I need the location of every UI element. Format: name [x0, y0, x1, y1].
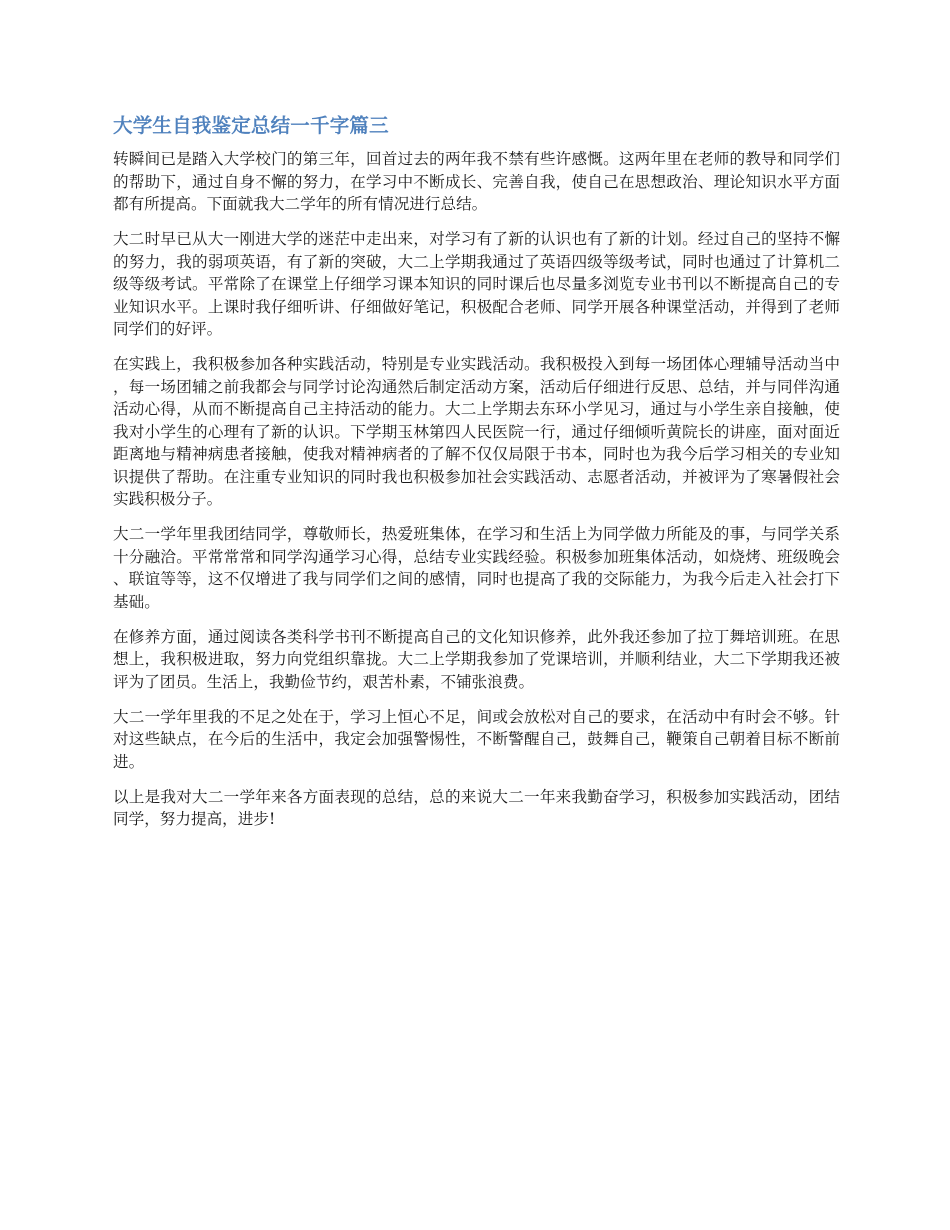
paragraph-conclusion: 以上是我对大二一学年来各方面表现的总结，总的来说大二一年来我勤奋学习，积极参加实践活动，团结同学，努力提高，进步! [113, 787, 840, 828]
paragraph-practice: 在实践上，我积极参加各种实践活动，特别是专业实践活动。我积极投入到每一场团体心理辅导活动当中，每一场团辅之前我都会与同学讨论沟通然后制定活动方案，活动后仔细进行反思、总结，并与同伴沟通活动心得，从而不断提高自己主持活动的能力。大二上学期去东环小学见习，通过与小学生亲自接触，使我对小学生的心理有了新的认识。下学期玉林第四人民医院一行，通过仔细倾听黄院长的讲座，面对面近距离地与精神病患者接触，使我对精神病者的了解不仅仅局限于书本，同时也为我今后学习相关的专业知识提供了帮助。在注重专业知识的同时我也积极参加社会实践活动、志愿者活动，并被评为了寒暑假社会实践积极分子。 [113, 355, 840, 508]
paragraph-shortcomings: 大二一学年里我的不足之处在于，学习上恒心不足，间或会放松对自己的要求，在活动中有时会不够。针对这些缺点，在今后的生活中，我定会加强警惕性，不断警醒自己，鼓舞自己，鞭策自己朝着目标不断前进。 [113, 707, 840, 771]
paragraph-study: 大二时早已从大一刚进大学的迷茫中走出来，对学习有了新的认识也有了新的计划。经过自己的坚持不懈的努力，我的弱项英语，有了新的突破，大二上学期我通过了英语四级等级考试，同时也通过了计算机二级等级考试。平常除了在课堂上仔细学习课本知识的同时课后也尽量多浏览专业书刊以不断提高自己的专业知识水平。上课时我仔细听讲、仔细做好笔记，积极配合老师、同学开展各种课堂活动，并得到了老师同学们的好评。 [113, 230, 840, 338]
paragraph-intro: 转瞬间已是踏入大学校门的第三年，回首过去的两年我不禁有些许感慨。这两年里在老师的教导和同学们的帮助下，通过自身不懈的努力，在学习中不断成长、完善自我，使自己在思想政治、理论知识水平方面都有所提高。下面就我大二学年的所有情况进行总结。 [113, 150, 840, 213]
document-page [113, 108, 840, 843]
paragraph-cultivation: 在修养方面，通过阅读各类科学书刊不断提高自己的文化知识修养，此外我还参加了拉丁舞培训班。在思想上，我积极进取，努力向党组织靠拢。大二上学期我参加了党课培训，并顺利结业，大二下学期我还被评为了团员。生活上，我勤俭节约，艰苦朴素，不铺张浪费。 [113, 627, 840, 691]
paragraph-relationships: 大二一学年里我团结同学，尊敬师长，热爱班集体，在学习和生活上为同学做力所能及的事，与同学关系十分融洽。平常常常和同学沟通学习心得，总结专业实践经验。积极参加班集体活动，如烧烤、班级晚会、联谊等等，这不仅增进了我与同学们之间的感情，同时也提高了我的交际能力，为我今后走入社会打下基础。 [113, 525, 840, 611]
document-title: 大学生自我鉴定总结一千字篇三 [113, 114, 389, 137]
